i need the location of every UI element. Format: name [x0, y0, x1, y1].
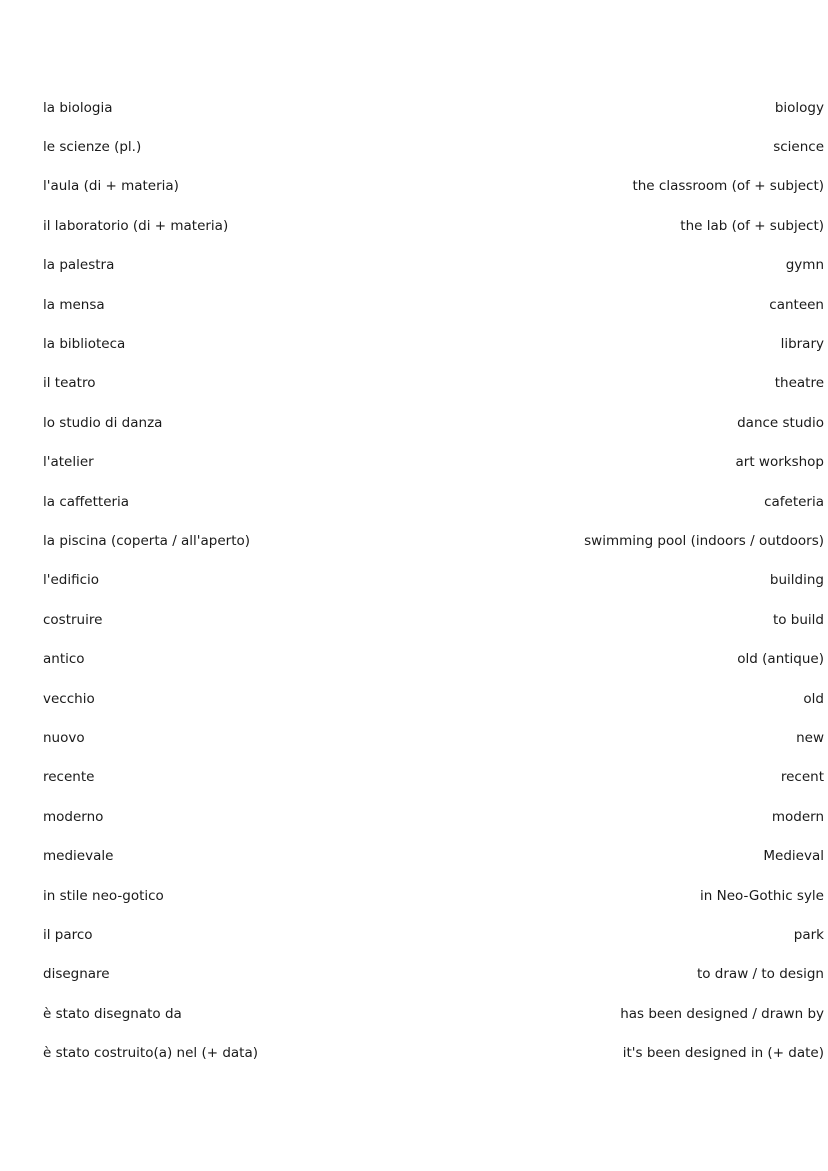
vocab-row	[43, 836, 824, 875]
italian-term: nuovo	[43, 729, 85, 746]
vocab-row	[43, 482, 824, 521]
italian-term: medievale	[43, 848, 114, 865]
italian-term: vecchio	[43, 690, 95, 707]
italian-term: la mensa	[43, 296, 105, 313]
english-translation: biology	[774, 99, 824, 116]
vocab-row	[43, 600, 824, 639]
italian-term: l'edificio	[43, 572, 100, 589]
vocabulary-list	[43, 88, 824, 1073]
vocab-row	[43, 876, 824, 915]
english-translation: park	[793, 926, 824, 943]
vocab-row	[43, 561, 824, 600]
english-translation: modern	[771, 808, 824, 825]
italian-term: la palestra	[43, 257, 115, 274]
italian-term: in stile neo-gotico	[43, 887, 164, 904]
italian-term: la biologia	[43, 99, 113, 116]
italian-term: il teatro	[43, 375, 96, 392]
italian-term: la biblioteca	[43, 336, 126, 353]
italian-term: disegnare	[43, 966, 110, 983]
italian-term: le scienze (pl.)	[43, 139, 142, 156]
italian-term: l'atelier	[43, 454, 94, 471]
italian-term: il parco	[43, 926, 93, 943]
italian-term: il laboratorio (di + materia)	[43, 217, 229, 234]
vocab-row	[43, 167, 824, 206]
italian-term: l'aula (di + materia)	[43, 178, 179, 195]
vocab-row	[43, 915, 824, 954]
vocab-row	[43, 364, 824, 403]
vocab-row	[43, 1033, 824, 1072]
english-translation: gymn	[785, 257, 824, 274]
english-translation: old (antique)	[737, 651, 824, 668]
english-translation: new	[796, 729, 824, 746]
italian-term: recente	[43, 769, 95, 786]
vocab-row	[43, 88, 824, 127]
vocab-row	[43, 758, 824, 797]
english-translation: the classroom (of + subject)	[632, 178, 824, 195]
english-translation: Medieval	[763, 848, 824, 865]
english-translation: the lab (of + subject)	[680, 217, 824, 234]
vocab-row	[43, 797, 824, 836]
english-translation: canteen	[769, 296, 824, 313]
italian-term: lo studio di danza	[43, 414, 163, 431]
english-translation: theatre	[774, 375, 824, 392]
english-translation: to build	[772, 611, 824, 628]
vocab-row	[43, 443, 824, 482]
italian-term: moderno	[43, 808, 104, 825]
vocab-row	[43, 679, 824, 718]
vocab-row	[43, 955, 824, 994]
english-translation: library	[780, 336, 824, 353]
italian-term: è stato costruito(a) nel (+ data)	[43, 1045, 259, 1062]
english-translation: science	[773, 139, 824, 156]
vocab-row	[43, 718, 824, 757]
english-translation: swimming pool (indoors / outdoors)	[584, 532, 824, 549]
italian-term: antico	[43, 651, 85, 668]
vocab-row	[43, 639, 824, 678]
vocab-row	[43, 521, 824, 560]
english-translation: cafeteria	[764, 493, 824, 510]
italian-term: la piscina (coperta / all'aperto)	[43, 532, 251, 549]
english-translation: art workshop	[735, 454, 824, 471]
vocab-row	[43, 994, 824, 1033]
english-translation: in Neo-Gothic syle	[700, 887, 824, 904]
vocab-row	[43, 246, 824, 285]
italian-term: la caffetteria	[43, 493, 130, 510]
english-translation: dance studio	[737, 414, 824, 431]
english-translation: recent	[780, 769, 824, 786]
english-translation: to draw / to design	[696, 966, 824, 983]
vocab-row	[43, 127, 824, 166]
vocab-row	[43, 206, 824, 245]
vocab-row	[43, 285, 824, 324]
italian-term: è stato disegnato da	[43, 1005, 182, 1022]
english-translation: has been designed / drawn by	[620, 1005, 824, 1022]
italian-term: costruire	[43, 611, 103, 628]
english-translation: old	[803, 690, 824, 707]
vocab-row	[43, 324, 824, 363]
english-translation: it's been designed in (+ date)	[622, 1045, 824, 1062]
vocab-row	[43, 403, 824, 442]
english-translation: building	[769, 572, 824, 589]
